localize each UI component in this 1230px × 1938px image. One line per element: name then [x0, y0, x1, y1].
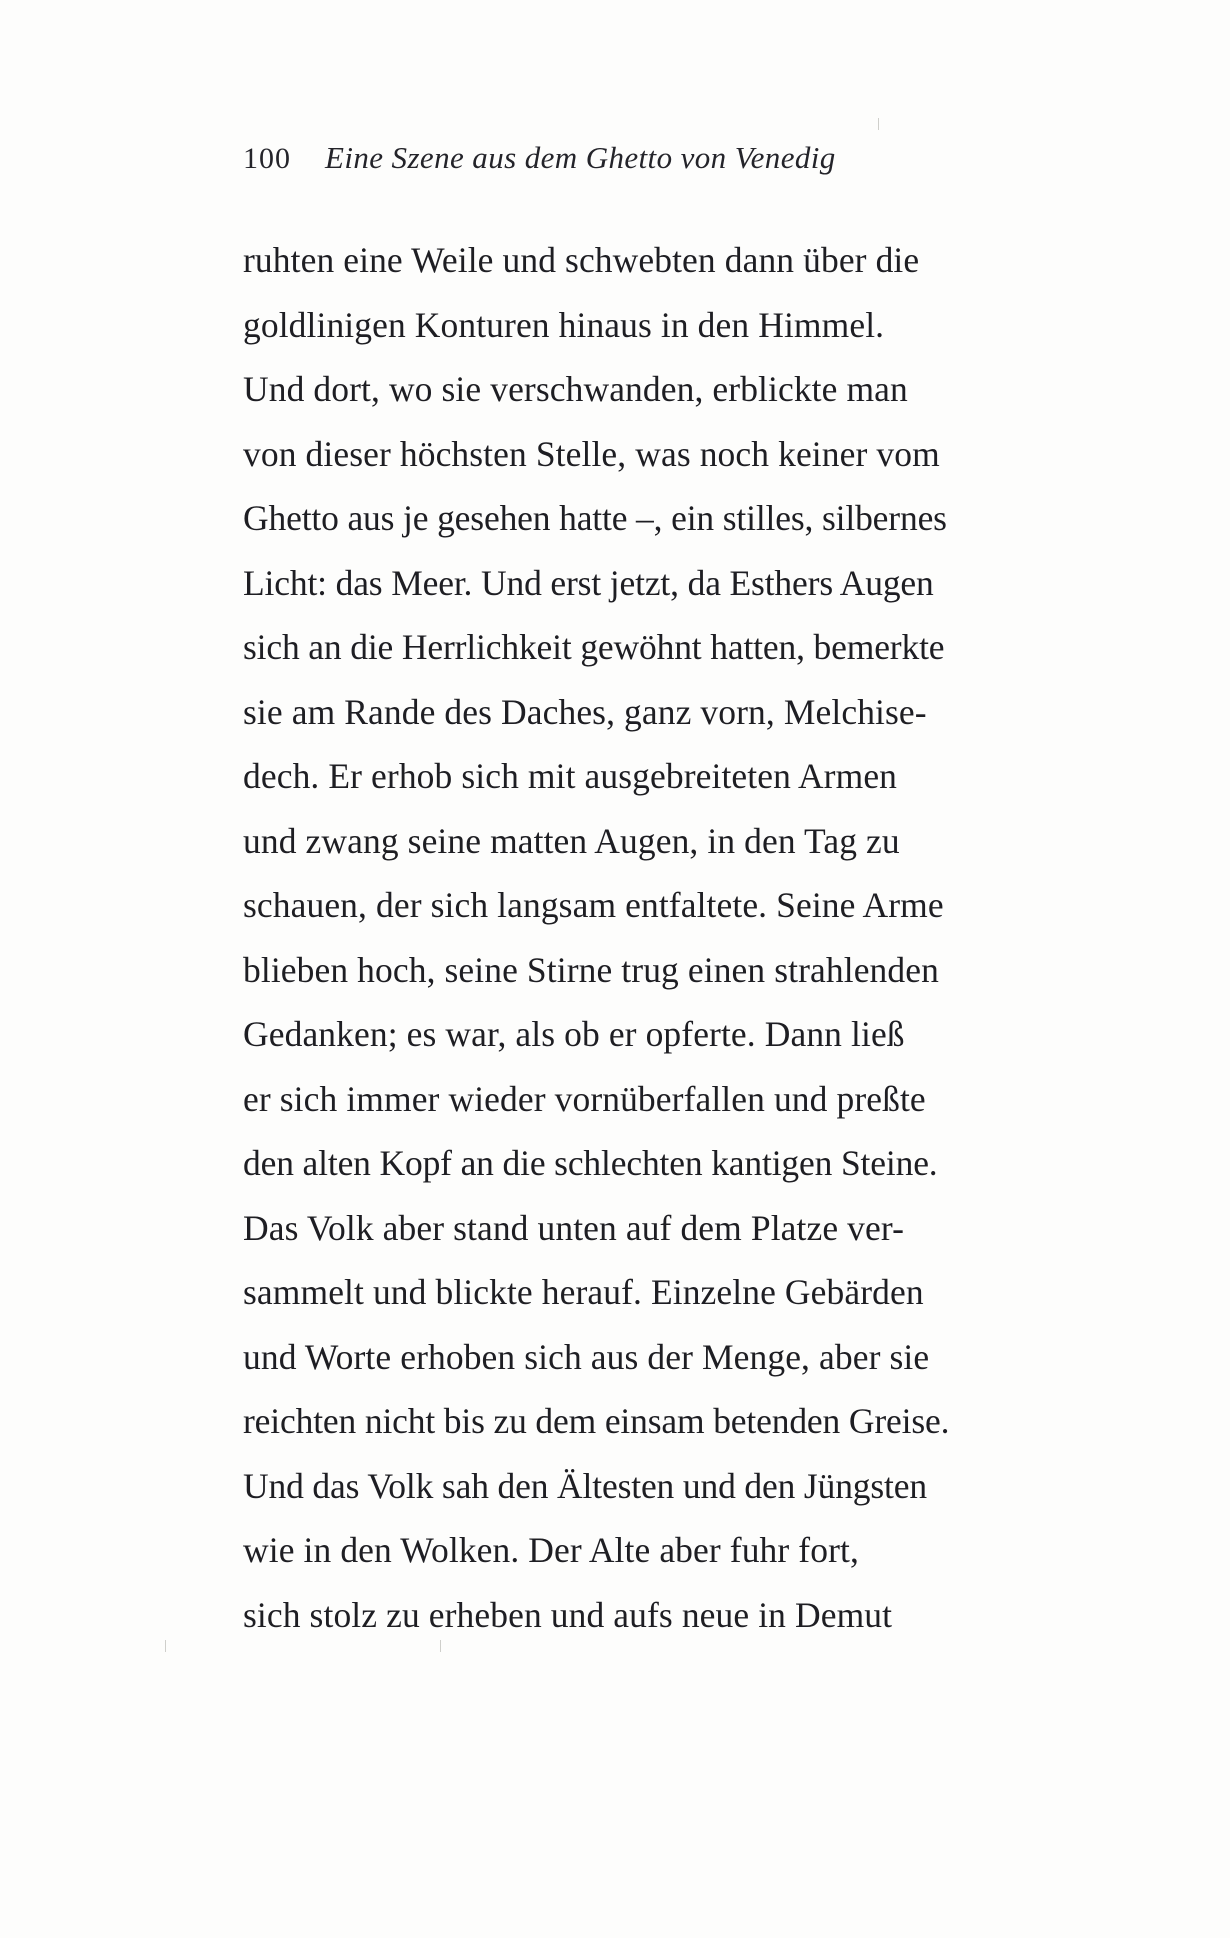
- running-title: Eine Szene aus dem Ghetto von Venedig: [325, 140, 836, 175]
- text-line: reichten nicht bis zu dem einsam betenden Greise.: [243, 1401, 950, 1441]
- text-line: wie in den Wolken. Der Alte aber fuhr fort,: [243, 1530, 859, 1570]
- text-line: blieben hoch, seine Stirne trug einen strahlenden: [243, 949, 939, 990]
- text-line: er sich immer wieder vornüberfallen und preßte: [243, 1078, 926, 1119]
- text-line: von dieser höchsten Stelle, was noch keiner vom: [243, 433, 940, 474]
- text-line: und zwang seine matten Augen, in den Tag zu: [243, 820, 900, 861]
- running-head: [243, 140, 1103, 176]
- register-mark: [440, 1640, 441, 1652]
- text-line: Licht: das Meer. Und erst jetzt, da Esthers Augen: [243, 562, 934, 603]
- text-line: sich an die Herrlichkeit gewöhnt hatten, bemerkte: [243, 627, 945, 667]
- text-line: goldlinigen Konturen hinaus in den Himmel.: [243, 304, 885, 345]
- text-line: dech. Er erhob sich mit ausgebreiteten Armen: [243, 756, 898, 796]
- text-line: sich stolz zu erheben und aufs neue in Demut: [243, 1594, 893, 1635]
- text-line: ruhten eine Weile und schwebten dann über die: [243, 240, 920, 280]
- text-line: den alten Kopf an die schlechten kantigen Steine.: [243, 1143, 938, 1183]
- page-number: 100: [243, 142, 291, 175]
- register-mark: [165, 1640, 166, 1652]
- text-line: Ghetto aus je gesehen hatte –, ein stilles, silbernes: [243, 498, 947, 538]
- body-text: [243, 228, 1105, 1647]
- text-line: und Worte erhoben sich aus der Menge, aber sie: [243, 1336, 930, 1377]
- text-line: sammelt und blickte herauf. Einzelne Gebärden: [243, 1272, 924, 1312]
- register-mark: [878, 118, 879, 130]
- text-line: Und dort, wo sie verschwanden, erblickte man: [243, 369, 908, 409]
- text-line: schauen, der sich langsam entfaltete. Seine Arme: [243, 885, 944, 925]
- text-line: Das Volk aber stand unten auf dem Platze ver-: [243, 1207, 905, 1248]
- text-line: Gedanken; es war, als ob er opferte. Dann ließ: [243, 1014, 905, 1054]
- text-line: sie am Rande des Daches, ganz vorn, Melchise-: [243, 691, 927, 732]
- text-line: Und das Volk sah den Ältesten und den Jüngsten: [243, 1465, 927, 1506]
